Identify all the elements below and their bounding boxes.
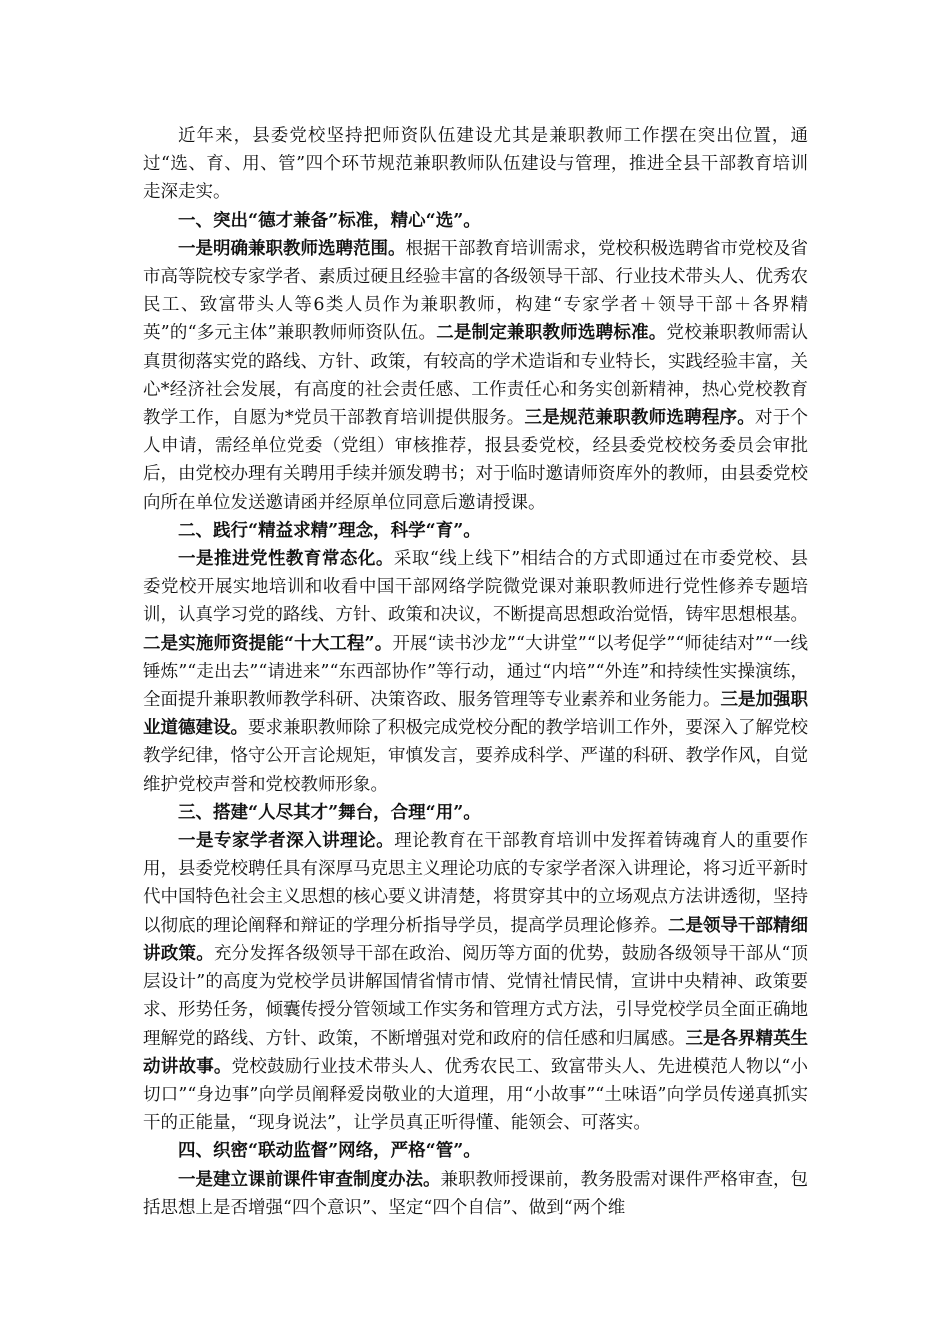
section-3-body: [143, 827, 808, 1137]
s3-point-1-text: 理论教育在干部教育培训中发挥着铸魂育人的重要作用，县委党校聘任具有深厚马克思主义理论功底的专家学者深入讲理论，将习近平新时代中国特色社会主义思想的核心要义讲清楚，将贯穿其中的立场观点方法讲透彻，坚持以彻底的理论阐释和辩证的学理分析指导学员，提高学员理论修养。: [143, 831, 809, 936]
s3-point-3-lead: 三是各界精英生动讲故事。: [143, 1028, 808, 1077]
section-3-heading: 三、搭建“人尽其才”舞台，合理“用”。: [178, 802, 481, 823]
s2-point-1-text: 采取“线上线下”相结合的方式即通过在市委党校、县委党校开展实地培训和收看中国干部网络学院微党课对兼职教师进行党性修养专题培训，认真学习党的路线、方针、政策和决议，不断提高思想政治觉悟，铸牢思想根基。: [143, 549, 808, 626]
s4-point-1-text: 兼职教师授课前，教务股需对课件严格审查，包括思想上是否增强“四个意识”、坚定“四个自信”、做到“两个维: [143, 1169, 808, 1218]
s1-point-1-text: 根据干部教育培训需求，党校积极选聘省市党校及省市高等院校专家学者、素质过硬且经验丰富的各级领导干部、行业技术带头人、优秀农民工、致富带头人等6类人员作为兼职教师，构建“专家学者＋领导干部＋各界精英”的“多元主体”兼职教师师资队伍。: [143, 238, 808, 344]
s1-point-2-lead: 二是制定兼职教师选聘标准。: [436, 323, 667, 344]
s2-point-1-lead: 一是推进党性教育常态化。: [178, 549, 394, 570]
s1-point-3-lead: 三是规范兼职教师选聘程序。: [524, 408, 756, 429]
document-body: [143, 122, 808, 1222]
section-1-body: [143, 235, 808, 517]
s4-point-1-lead: 一是建立课前课件审查制度办法。: [178, 1169, 441, 1190]
s3-point-2-lead: 二是领导干部精细讲政策。: [143, 915, 808, 964]
s3-point-1-lead: 一是专家学者深入讲理论。: [178, 831, 395, 852]
s2-point-3-lead: 三是加强职业道德建设。: [143, 690, 808, 739]
section-4-body: [143, 1166, 808, 1222]
section-2-body: [143, 545, 808, 799]
section-1-heading: 一、突出“德才兼备”标准，精心“选”。: [178, 210, 481, 231]
s1-point-3-text: 对于个人申请，需经单位党委（党组）审核推荐，报县委党校，经县委党校校务委员会审批后，由党校办理有关聘用手续并颁发聘书；对于临时邀请师资库外的教师，由县委党校向所在单位发送邀请函并经原单位同意后邀请授课。: [143, 408, 809, 513]
s3-point-3-text: 党校鼓励行业技术带头人、优秀农民工、致富带头人、先进模范人物以“小切口”“身边事”向学员阐释爱岗敬业的大道理，用“小故事”“土味语”向学员传递真抓实干的正能量，“现身说法”，让学员真正听得懂、能领会、可落实。: [143, 1056, 808, 1134]
s1-point-1-lead: 一是明确兼职教师选聘范围。: [178, 238, 406, 259]
intro-paragraph: 近年来，县委党校坚持把师资队伍建设尤其是兼职教师工作摆在突出位置，通过“选、育、用、管”四个环节规范兼职教师队伍建设与管理，推进全县干部教育培训走深走实。: [143, 126, 808, 203]
s1-point-2-text: 党校兼职教师需认真贯彻落实党的路线、方针、政策，有较高的学术造诣和专业特长，实践经验丰富，关心*经济社会发展，有高度的社会责任感、工作责任心和务实创新精神，热心党校教育教学工作，自愿为*党员干部教育培训提供服务。: [143, 323, 809, 429]
s2-point-2-text: 开展“读书沙龙”“大讲堂”“以考促学”“师徒结对”“一线锤炼”“走出去”“请进来”“东西部协作”等行动，通过“内培”“外连”和持续性实操演练，全面提升兼职教师教学科研、决策咨政、服务管理等专业素养和业务能力。: [143, 633, 808, 711]
s2-point-2-lead: 二是实施师资提能“十大工程”。: [143, 633, 393, 654]
s3-point-2-text: 充分发挥各级领导干部在政治、阅历等方面的优势，鼓励各级领导干部从“顶层设计”的高度为党校学员讲解国情省情市情、党情社情民情，宣讲中央精神、政策要求、形势任务，倾囊传授分管领域工作实务和管理方式方法，引导党校学员全面正确地理解党的路线、方针、政策，不断增强对党和政府的信任感和归属感。: [143, 943, 809, 1049]
section-2-heading: 二、践行“精益求精”理念，科学“育”。: [178, 520, 481, 541]
section-4-heading: 四、织密“联动监督”网络，严格“管”。: [178, 1141, 481, 1162]
s2-point-3-text: 要求兼职教师除了积极完成党校分配的教学培训工作外，要深入了解党校教学纪律，恪守公开言论规矩，审慎发言，要养成科学、严谨的科研、教学作风，自觉维护党校声誉和党校教师形象。: [143, 718, 808, 795]
